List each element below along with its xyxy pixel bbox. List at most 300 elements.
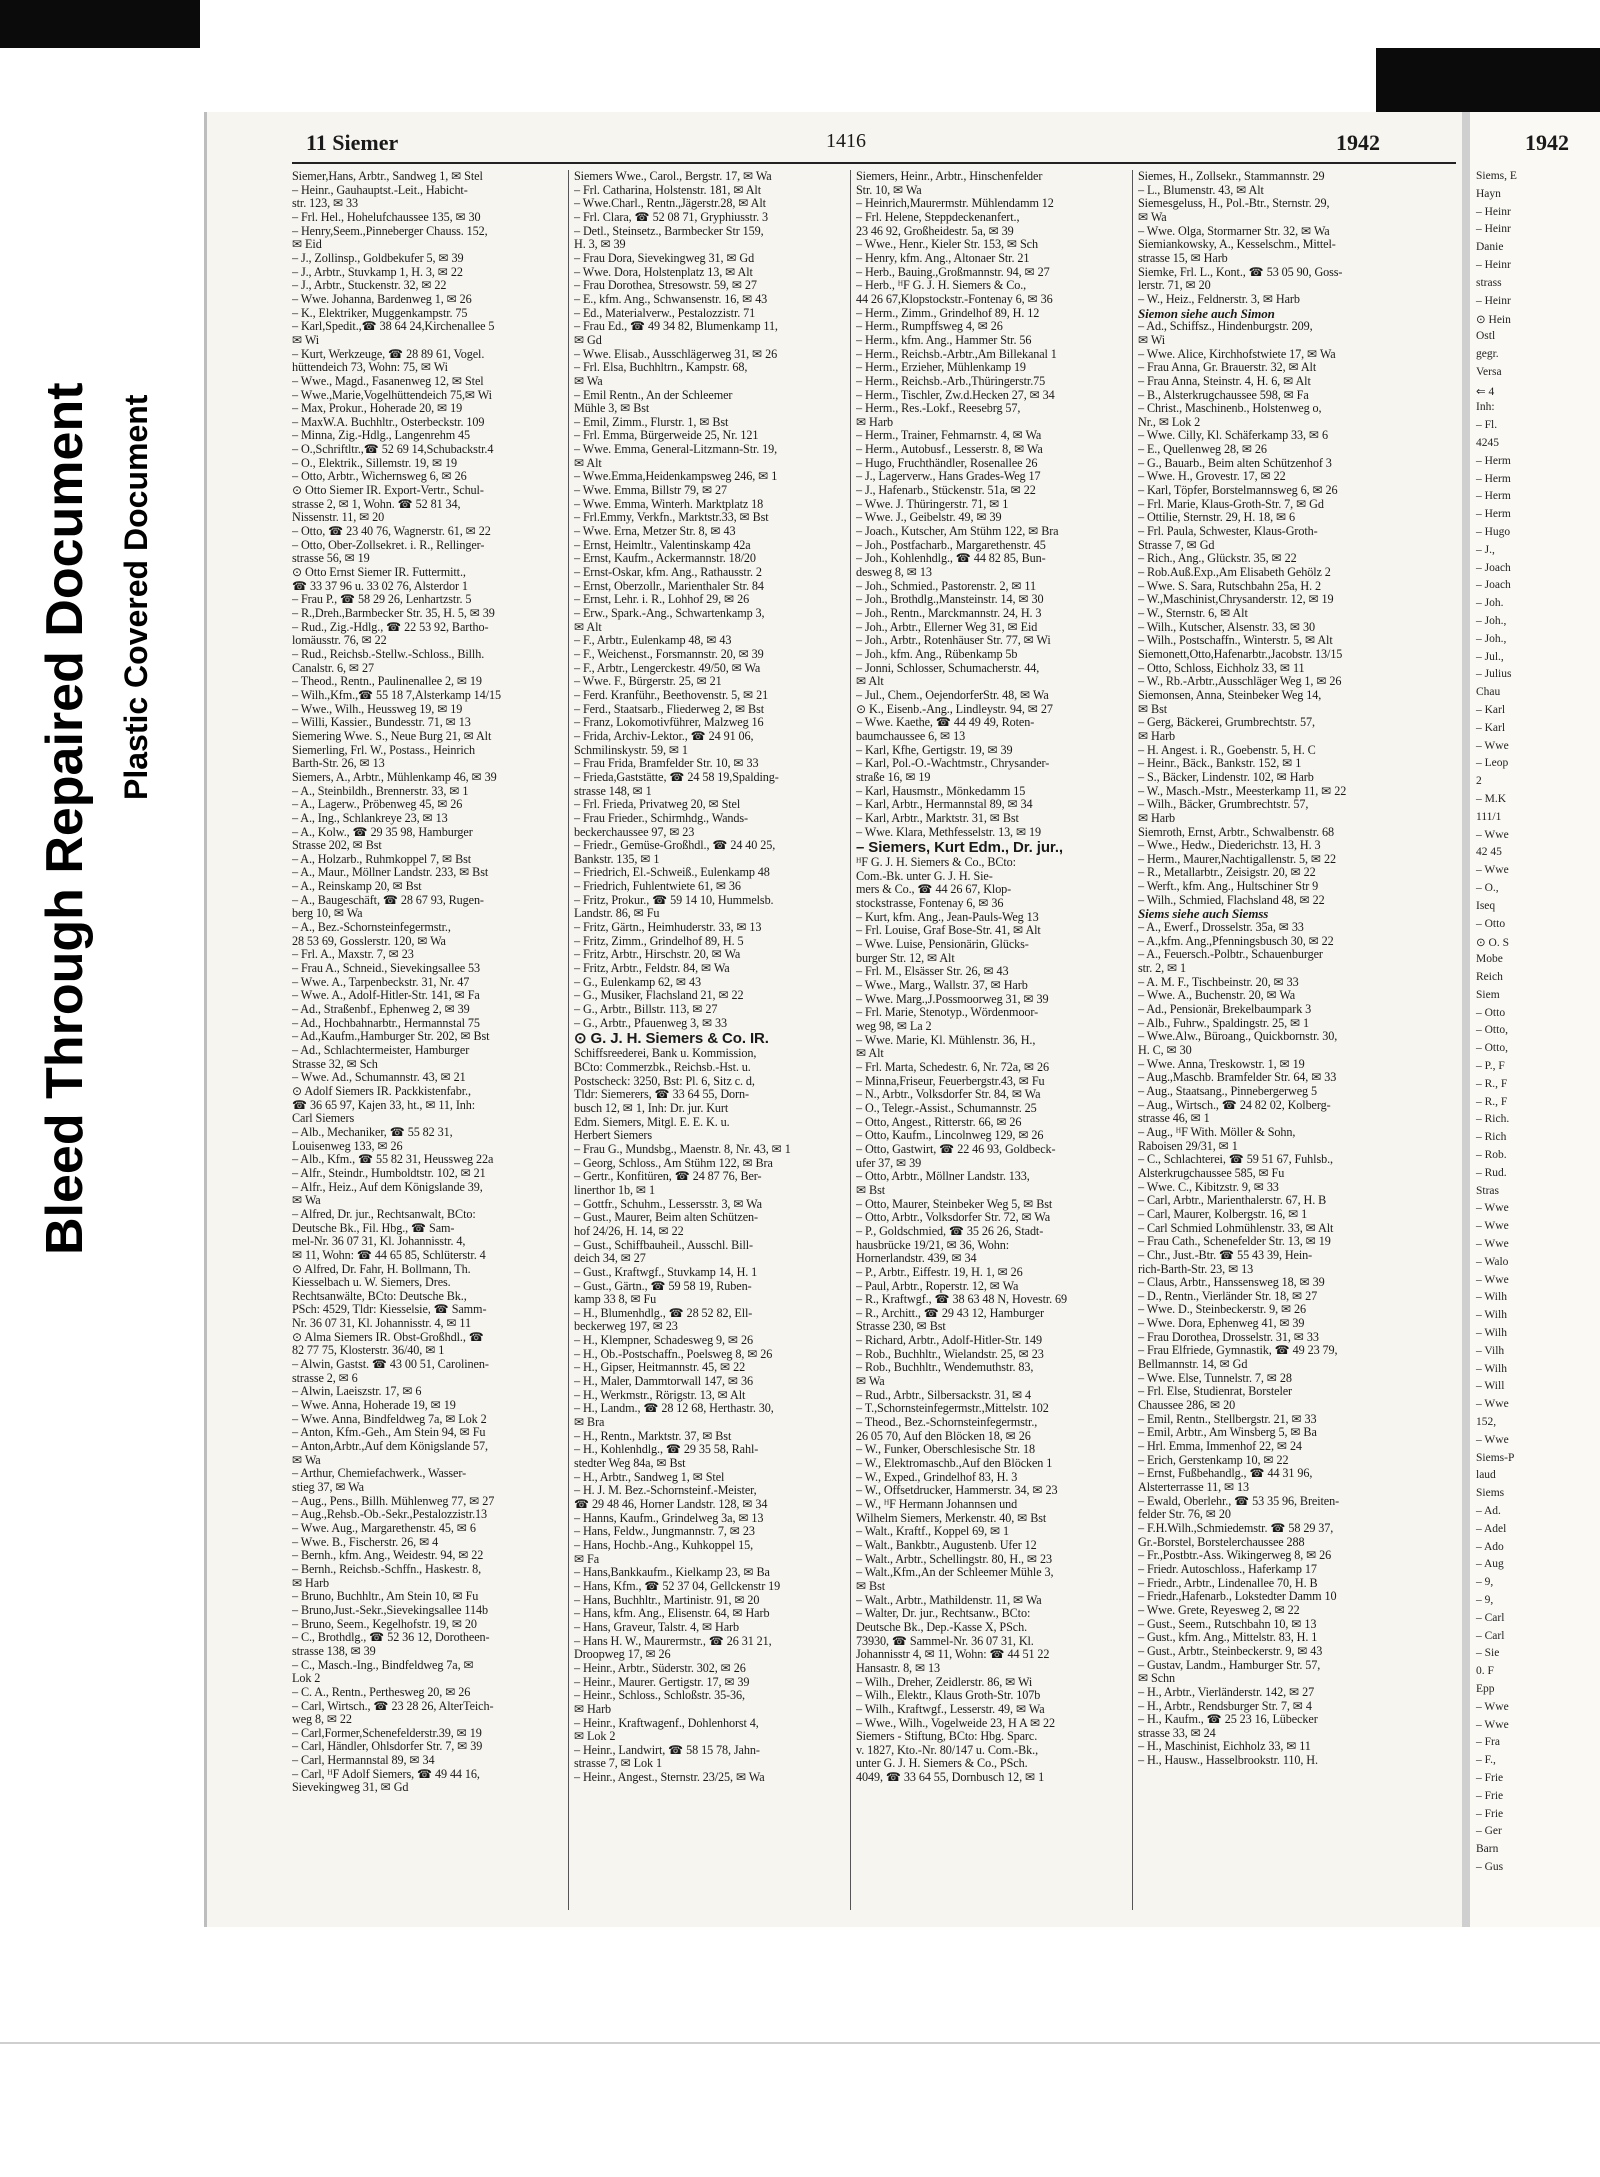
directory-entry: – Friedr. Autoschloss., Haferkamp 17 bbox=[1138, 1562, 1317, 1576]
directory-entry: strasse 56, ✉ 19 bbox=[292, 552, 370, 566]
directory-entry: berg 10, ✉ Wa bbox=[292, 907, 363, 921]
directory-entry: – Siemers, Kurt Edm., Dr. jur., bbox=[856, 839, 1063, 857]
directory-entry: – Wwe. F., Bürgerstr. 25, ✉ 21 bbox=[574, 675, 722, 689]
directory-entry: – H., Kohlenhdlg., ☎ 29 35 58, Rahl- bbox=[574, 1443, 759, 1457]
directory-entry: – A., Feuersch.-Polbtr., Schauenburger bbox=[1138, 948, 1323, 962]
directory-entry: – Wwe. J., Geibelstr. 49, ✉ 39 bbox=[856, 511, 1002, 525]
directory-entry: stockstrasse, Fontenay 6, ✉ 36 bbox=[856, 897, 1004, 911]
directory-entry: – Gertr., Konfitüren, ☎ 24 87 76, Ber- bbox=[574, 1170, 762, 1184]
adjacent-page-line: – Aug bbox=[1476, 1558, 1504, 1571]
adjacent-page-line: – Ado bbox=[1476, 1540, 1504, 1553]
adjacent-page-line: – F., bbox=[1476, 1754, 1496, 1767]
adjacent-page-line: gegr. bbox=[1476, 348, 1499, 360]
directory-entry: – Wwe. Aug., Margarethenstr. 45, ✉ 6 bbox=[292, 1521, 476, 1535]
directory-entry: – Richard, Arbtr., Adolf-Hitler-Str. 149 bbox=[856, 1334, 1042, 1348]
directory-entry: Canalstr. 6, ✉ 27 bbox=[292, 661, 374, 675]
directory-entry: – Hans, Graveur, Talstr. 4, ✉ Harb bbox=[574, 1620, 739, 1634]
directory-entry: lomäusstr. 76, ✉ 22 bbox=[292, 634, 387, 648]
adjacent-page-line: – Karl bbox=[1476, 704, 1506, 716]
directory-entry: – W., Funker, Oberschlesische Str. 18 bbox=[856, 1443, 1035, 1457]
directory-entry: – Aug.,Maschb. Bramfelder Str. 64, ✉ 33 bbox=[1138, 1071, 1337, 1085]
directory-entry: – Karl, Töpfer, Borstelmannsweg 6, ✉ 26 bbox=[1138, 484, 1338, 498]
directory-entry: – Frl. A., Maxstr. 7, ✉ 23 bbox=[292, 948, 414, 962]
adjacent-page-line: – Ad. bbox=[1476, 1505, 1501, 1517]
adjacent-page-line: – Rich bbox=[1476, 1131, 1507, 1144]
directory-entry: ✉ Wa bbox=[856, 1375, 885, 1389]
directory-entry: – Otto, ☎ 23 40 76, Wagnerstr. 61, ✉ 22 bbox=[292, 525, 491, 539]
adjacent-page-line: – Wwe bbox=[1476, 1718, 1509, 1731]
directory-entry: ✉ 11, Wohn: ☎ 44 65 85, Schlüterstr. 4 bbox=[292, 1248, 486, 1262]
directory-entry: – Wwe. Johanna, Bardenweg 1, ✉ 26 bbox=[292, 292, 472, 306]
directory-entry: – Wwe. H., Grovestr. 17, ✉ 22 bbox=[1138, 470, 1286, 484]
directory-entry: – Alb., Kfm., ☎ 55 82 31, Heussweg 22a bbox=[292, 1153, 494, 1167]
adjacent-page-line: – Otto bbox=[1476, 917, 1506, 930]
directory-entry: – Hans, Buchhltr., Martinistr. 91, ✉ 20 bbox=[574, 1593, 760, 1607]
directory-entry: straße 16, ✉ 19 bbox=[856, 770, 931, 784]
directory-entry: Postscheck: 3250, Bst: Pl. 6, Sitz c. d, bbox=[574, 1074, 755, 1088]
adjacent-page-line: Barn bbox=[1476, 1843, 1499, 1856]
directory-entry: – Otto, Angest., Ritterstr. 66, ✉ 26 bbox=[856, 1115, 1022, 1129]
adjacent-page-strip bbox=[1470, 112, 1600, 1927]
directory-entry: ✉ Fa bbox=[574, 1552, 600, 1566]
directory-entry: – Hans, Kfm., ☎ 52 37 04, Gellckenstr 19 bbox=[574, 1579, 781, 1593]
directory-entry: – Wwe. Emma, Winterh. Marktplatz 18 bbox=[574, 497, 764, 511]
directory-entry: ✉ Eid bbox=[292, 238, 322, 252]
directory-entry: – Herb., Bauing.,Großmannstr. 94, ✉ 27 bbox=[856, 265, 1050, 279]
directory-entry: – Fritz, Prokur., ☎ 59 14 10, Hummelsb. bbox=[574, 893, 774, 907]
directory-entry: – R., Kraftwgf., ☎ 38 63 48 N, Hovestr. 69 bbox=[856, 1293, 1068, 1307]
directory-entry: – Wwe., Marg., Wallstr. 37, ✉ Harb bbox=[856, 979, 1028, 993]
directory-entry: – Rich., Ang., Glückstr. 35, ✉ 22 bbox=[1138, 552, 1297, 566]
directory-entry: – Wwe. Marg.,J.Possmoorweg 31, ✉ 39 bbox=[856, 992, 1049, 1006]
adjacent-page-line: – Karl bbox=[1476, 721, 1506, 734]
directory-entry: ⊙ Alma Siemers IR. Obst-Großhdl., ☎ bbox=[292, 1330, 484, 1344]
directory-entry: ⊙ Otto Siemer IR. Export-Vertr., Schul- bbox=[292, 484, 484, 498]
directory-entry: – Carl, Wirtsch., ☎ 23 28 26, AlterTeich- bbox=[292, 1699, 494, 1713]
directory-entry: – Wwe. A., Adolf-Hitler-Str. 141, ✉ Fa bbox=[292, 989, 480, 1003]
directory-entry: – Emil, Rentn., Stellbergstr. 21, ✉ 33 bbox=[1138, 1412, 1317, 1426]
directory-entry: – Franz, Lokomotivführer, Malzweg 16 bbox=[574, 716, 764, 730]
directory-entry: – Wwe.,Marie,Vogelhüttendeich 75,✉ Wi bbox=[292, 388, 492, 402]
directory-entry: – H., Maschinist, Eichholz 33, ✉ 11 bbox=[1138, 1740, 1311, 1754]
directory-entry: – Ad., Schiffsz., Hindenburgstr. 209, bbox=[1138, 320, 1313, 334]
directory-entry: – Joach., Kutscher, Am Stühm 122, ✉ Bra bbox=[856, 525, 1059, 539]
adjacent-page-line: 0. F bbox=[1476, 1665, 1494, 1678]
directory-entry: – Frl.Emmy, Verkfn., Marktstr.33, ✉ Bst bbox=[574, 511, 769, 525]
adjacent-page-line: – Wilh bbox=[1476, 1291, 1507, 1304]
adjacent-page-line: – Carl bbox=[1476, 1611, 1505, 1624]
directory-entry: – Ewald, Oberlehr., ☎ 53 35 96, Breiten- bbox=[1138, 1494, 1340, 1508]
directory-entry: ☎ 36 65 97, Kajen 33, ht., ✉ 11, Inh: bbox=[292, 1098, 476, 1112]
adjacent-page-line: – Otto bbox=[1476, 1006, 1506, 1019]
directory-entry: mel-Nr. 36 07 31, Kl. Johannisstr. 4, bbox=[292, 1235, 466, 1249]
directory-entry: – H., Rentn., Marktstr. 37, ✉ Bst bbox=[574, 1429, 732, 1443]
directory-entry: – H., Klempner, Schadesweg 9, ✉ 26 bbox=[574, 1334, 753, 1348]
directory-entry: – Gerg, Bäckerei, Grumbrechtstr. 57, bbox=[1138, 716, 1315, 730]
adjacent-page-line: – R., F bbox=[1476, 1095, 1508, 1108]
directory-entry: – Frl. Louise, Graf Bose-Str. 41, ✉ Alt bbox=[856, 924, 1041, 938]
directory-entry: – P., Goldschmied, ☎ 35 26 26, Stadt- bbox=[856, 1224, 1044, 1238]
directory-entry: ⊙ G. J. H. Siemers & Co. IR. bbox=[574, 1030, 769, 1048]
directory-entry: – Wwe. Anna, Hoherade 19, ✉ 19 bbox=[292, 1399, 456, 1413]
directory-entry: – Joh., kfm. Ang., Rübenkamp 5b bbox=[856, 647, 1018, 661]
directory-entry: – W., ᴴF Hermann Johannsen und bbox=[856, 1498, 1018, 1511]
directory-entry: – A., Ewerf., Drosselstr. 35a, ✉ 33 bbox=[1138, 921, 1304, 935]
directory-entry: – Wwe. Anna, Bindfeldweg 7a, ✉ Lok 2 bbox=[292, 1412, 487, 1426]
directory-entry: Rechtsanwälte, BCto: Deutsche Bk., bbox=[292, 1289, 467, 1303]
directory-entry: – Aug., ᴴF With. Möller & Sohn, bbox=[1138, 1125, 1296, 1139]
directory-entry: – Frl. Paula, Schwester, Klaus-Groth- bbox=[1138, 525, 1318, 539]
directory-entry: – Wwe. Emma, General-Litzmann-Str. 19, bbox=[574, 443, 778, 457]
adjacent-page-line: – Joh. bbox=[1476, 597, 1504, 610]
directory-entry: Deutsche Bk., Fil. Hbg., ☎ Sam- bbox=[292, 1221, 455, 1235]
column-divider bbox=[850, 170, 851, 1910]
directory-entry: ✉ Schn bbox=[1138, 1672, 1176, 1686]
directory-entry: – Joh., Brothdlg.,Mansteinstr. 14, ✉ 30 bbox=[856, 593, 1044, 607]
directory-entry: – Herm., Maurer,Nachtigallenstr. 5, ✉ 22 bbox=[1138, 852, 1336, 866]
directory-entry: – J., Arbtr., Stuvkamp 1, H. 3, ✉ 22 bbox=[292, 265, 463, 279]
directory-entry: – Joh., Postfacharb., Margarethenstr. 45 bbox=[856, 538, 1046, 552]
directory-entry: – Wwe., Magd., Fasanenweg 12, ✉ Stel bbox=[292, 374, 484, 388]
directory-entry: ✉ Harb bbox=[1138, 811, 1176, 825]
directory-entry: – Ernst-Oskar, kfm. Ang., Rathausstr. 2 bbox=[574, 566, 762, 580]
directory-entry: – Heinr., Landwirt, ☎ 58 15 78, Jahn- bbox=[574, 1743, 760, 1757]
directory-entry: – Henry,Seem.,Pinneberger Chauss. 152, bbox=[292, 224, 488, 238]
page-gutter bbox=[1462, 112, 1470, 1927]
directory-entry: lerstr. 71, ✉ 20 bbox=[1138, 279, 1211, 293]
directory-page bbox=[206, 112, 1462, 1927]
directory-entry: Gr.-Borstel, Borstelerchaussee 288 bbox=[1138, 1535, 1305, 1549]
directory-entry: – Frau P., ☎ 58 29 26, Lenhartzstr. 5 bbox=[292, 593, 472, 607]
adjacent-page-line: – Otto, bbox=[1476, 1042, 1508, 1055]
directory-entry: Chaussee 286, ✉ 20 bbox=[1138, 1399, 1236, 1413]
directory-entry: – Emil, Zimm., Flurstr. 1, ✉ Bst bbox=[574, 415, 729, 429]
directory-entry: – Ottilie, Sternstr. 29, H. 18, ✉ 6 bbox=[1138, 511, 1296, 525]
directory-entry: Nissenstr. 11, ✉ 20 bbox=[292, 511, 385, 525]
directory-entry: – Chr., Just.-Btr. ☎ 55 43 39, Hein- bbox=[1138, 1248, 1313, 1262]
directory-entry: – H., Gipser, Heitmannstr. 45, ✉ 22 bbox=[574, 1361, 746, 1375]
directory-entry: – H., Arbtr., Rendsburger Str. 7, ✉ 4 bbox=[1138, 1699, 1312, 1713]
directory-entry: – Wwe. D., Steinbeckerstr. 9, ✉ 26 bbox=[1138, 1303, 1307, 1317]
adjacent-page-line: – 9, bbox=[1476, 1594, 1494, 1606]
directory-entry: – W., Elektromaschb.,Auf den Blöcken 1 bbox=[856, 1457, 1053, 1471]
directory-entry: stedter Weg 84a, ✉ Bst bbox=[574, 1457, 686, 1471]
directory-entry: ⊙ Adolf Siemers IR. Packkistenfabr., bbox=[292, 1084, 471, 1098]
column-divider bbox=[568, 170, 569, 1910]
directory-entry: – Herm., Autobusf., Lesserstr. 8, ✉ Wa bbox=[856, 443, 1043, 457]
directory-entry: – A. M. F., Tischbeinstr. 20, ✉ 33 bbox=[1138, 975, 1299, 989]
directory-entry: – Ernst, Heimltr., Valentinskamp 42a bbox=[574, 538, 751, 552]
directory-entry: – Minna,Friseur, Feuerbergstr.43, ✉ Fu bbox=[856, 1074, 1045, 1088]
directory-entry: strasse 138, ✉ 39 bbox=[292, 1644, 376, 1658]
directory-entry: – J., Arbtr., Stuckenstr. 32, ✉ 22 bbox=[292, 279, 447, 293]
adjacent-page-line: – Wwe bbox=[1476, 864, 1509, 877]
directory-entry: – Wwe. S. Sara, Rutschbahn 25a, H. 2 bbox=[1138, 579, 1322, 593]
adjacent-page-line: – Will bbox=[1476, 1380, 1505, 1393]
directory-entry: – Otto, Ober-Zollsekret. i. R., Rellinger- bbox=[292, 538, 485, 552]
directory-entry: – Gottfr., Schuhm., Lessersstr. 3, ✉ Wa bbox=[574, 1197, 762, 1211]
directory-entry: Strasse 32, ✉ Sch bbox=[292, 1057, 378, 1071]
directory-entry: Siemerling, Frl. W., Postass., Heinrich bbox=[292, 743, 475, 757]
adjacent-page-line: 111/1 bbox=[1476, 810, 1502, 823]
adjacent-page-line: – R., F bbox=[1476, 1077, 1508, 1090]
adjacent-page-line: – Otto, bbox=[1476, 1024, 1508, 1037]
directory-entry: hüttendeich 73, Wohn: 75, ✉ Wi bbox=[292, 361, 448, 375]
directory-entry: – Frau Frida, Bramfelder Str. 10, ✉ 33 bbox=[574, 757, 759, 771]
directory-entry: ✉ Alt bbox=[574, 456, 602, 470]
directory-entry: ✉ Harb bbox=[856, 415, 894, 429]
directory-entry: – Wwe. Dora, Holstenplatz 13, ✉ Alt bbox=[574, 265, 753, 279]
directory-entry: – Carl, Maurer, Kolbergstr. 16, ✉ 1 bbox=[1138, 1207, 1308, 1221]
directory-entry: – E., kfm. Ang., Schwansenstr. 16, ✉ 43 bbox=[574, 292, 768, 306]
adjacent-page-line: Danie bbox=[1476, 241, 1504, 254]
directory-entry: hof 24/26, H. 14, ✉ 22 bbox=[574, 1224, 684, 1238]
directory-entry: ✉ Wa bbox=[1138, 210, 1167, 224]
directory-entry: ✉ Alt bbox=[574, 620, 602, 634]
adjacent-page-line: Epp bbox=[1476, 1683, 1495, 1695]
directory-entry: – Wwe. Emma, Billstr 79, ✉ 27 bbox=[574, 484, 727, 498]
directory-entry: Droopweg 17, ✉ 26 bbox=[574, 1648, 671, 1662]
directory-entry: 23 46 92, Großheidestr. 5a, ✉ 39 bbox=[856, 224, 1014, 238]
adjacent-page-line: – Joach bbox=[1476, 579, 1511, 592]
directory-entry: – K., Elektriker, Muggenkampstr. 75 bbox=[292, 306, 468, 320]
directory-entry: ⊙ Otto Ernst Siemer IR. Futtermitt., bbox=[292, 566, 466, 580]
directory-entry: – Walt., Arbtr., Mathildenstr. 11, ✉ Wa bbox=[856, 1593, 1042, 1607]
directory-entry: – J., Zollinsp., Goldbekufer 5, ✉ 39 bbox=[292, 251, 464, 265]
adjacent-page-line: – Wwe bbox=[1476, 1220, 1509, 1233]
directory-entry: ✉ Wi bbox=[292, 333, 320, 347]
directory-entry: – A., Ing., Schlankreye 23, ✉ 13 bbox=[292, 811, 448, 825]
directory-entry: – Frau Dorothea, Stresowstr. 59, ✉ 27 bbox=[574, 279, 757, 293]
directory-entry: – Karl, Kfhe, Gertigstr. 19, ✉ 39 bbox=[856, 743, 1013, 757]
directory-entry: – Frau Frieder., Schirmhdg., Wands- bbox=[574, 811, 749, 825]
directory-entry: – Wilh., Elektr., Klaus Groth-Str. 107b bbox=[856, 1689, 1041, 1703]
directory-entry: – Wwe. Alice, Kirchhofstwiete 17, ✉ Wa bbox=[1138, 347, 1336, 361]
directory-entry: – Karl, Pol.-O.-Wachtmstr., Chrysander- bbox=[856, 757, 1050, 771]
directory-entry: – Fritz, Arbtr., Hirschstr. 20, ✉ Wa bbox=[574, 948, 741, 962]
directory-entry: Mühle 3, ✉ Bst bbox=[574, 402, 650, 416]
directory-entry: Siemonsen, Anna, Steinbeker Weg 14, bbox=[1138, 688, 1322, 702]
directory-entry: Alsterterrasse 11, ✉ 13 bbox=[1138, 1481, 1250, 1494]
directory-entry: – Wwe. Else, Tunnelstr. 7, ✉ 28 bbox=[1138, 1371, 1292, 1385]
directory-entry: – Claus, Arbtr., Hanssensweg 18, ✉ 39 bbox=[1138, 1276, 1325, 1290]
directory-entry: – Wwe. Klara, Methfesselstr. 13, ✉ 19 bbox=[856, 825, 1041, 839]
directory-entry: – Walt., Bankbtr., Augustenb. Ufer 12 bbox=[856, 1538, 1037, 1552]
directory-entry: – Frl. Helene, Steppdeckenanfert., bbox=[856, 210, 1020, 224]
directory-entry: ✉ Wi bbox=[1138, 333, 1166, 347]
column-divider bbox=[1132, 170, 1133, 1910]
directory-entry: – Friedr., Gemüse-Großhdl., ☎ 24 40 25, bbox=[574, 839, 776, 853]
adjacent-page-line: – P., F bbox=[1476, 1060, 1505, 1072]
directory-entry: Schmilinskystr. 59, ✉ 1 bbox=[574, 743, 688, 757]
directory-entry: – Wwe. Grete, Reyesweg 2, ✉ 22 bbox=[1138, 1603, 1300, 1617]
directory-entry: strasse 46, ✉ 1 bbox=[1138, 1112, 1210, 1126]
directory-entry: – Wwe. A., Tarpenbeckstr. 31, Nr. 47 bbox=[292, 975, 470, 989]
directory-entry: – Frau G., Mundsbg., Maenstr. 8, Nr. 43, ✉ 1 bbox=[574, 1142, 791, 1156]
page-number: 1416 bbox=[826, 130, 866, 152]
directory-entry: 73930, ☎ Sammel-Nr. 36 07 31, Kl. bbox=[856, 1634, 1034, 1648]
directory-entry: – E., Quellenweg 28, ✉ 26 bbox=[1138, 443, 1267, 457]
directory-entry: – Herm., kfm. Ang., Hammer Str. 56 bbox=[856, 333, 1032, 347]
directory-entry: – Bruno, Buchhltr., Am Stein 10, ✉ Fu bbox=[292, 1590, 479, 1604]
directory-entry: – Gust., Schiffbauheil., Ausschl. Bill- bbox=[574, 1238, 754, 1252]
directory-entry: – Alwin, Laeiszstr. 17, ✉ 6 bbox=[292, 1385, 422, 1399]
directory-entry: ✉ Bst bbox=[856, 1183, 886, 1197]
directory-entry: H. C, ✉ 30 bbox=[1138, 1044, 1192, 1057]
directory-entry: – Hans, kfm. Ang., Elisenstr. 64, ✉ Harb bbox=[574, 1607, 770, 1621]
directory-entry: – Joh., Rentn., Marckmannstr. 24, H. 3 bbox=[856, 607, 1042, 620]
adjacent-page-line: – Carl bbox=[1476, 1629, 1505, 1642]
directory-entry: – Friedr., Arbtr., Lindenallee 70, H. B bbox=[1138, 1576, 1318, 1590]
directory-entry: – Ernst, Lehr. i. R., Lohhof 29, ✉ 26 bbox=[574, 593, 750, 607]
directory-entry: – Frau Anna, Gr. Brauerstr. 32, ✉ Alt bbox=[1138, 361, 1317, 375]
directory-entry: – Gust., Seem., Rutschbahn 10, ✉ 13 bbox=[1138, 1617, 1317, 1631]
directory-entry: – Joh., Kohlenhdlg., ☎ 44 82 85, Bun- bbox=[856, 552, 1046, 566]
directory-entry: – Alfred, Dr. jur., Rechtsanwalt, BCto: bbox=[292, 1207, 476, 1221]
directory-entry: – Erich, Gerstenkamp 10, ✉ 22 bbox=[1138, 1453, 1289, 1467]
directory-entry: – J., Lagerverw., Hans Grades-Weg 17 bbox=[856, 470, 1041, 484]
adjacent-page-line: – Frie bbox=[1476, 1772, 1504, 1784]
adjacent-page-line: Hayn bbox=[1476, 187, 1501, 200]
adjacent-page-line: – Ger bbox=[1476, 1825, 1502, 1838]
directory-entry: ✉ Bst bbox=[1138, 702, 1168, 716]
directory-entry: – Wwe.Alw., Büroang., Quickbornstr. 30, bbox=[1138, 1030, 1338, 1044]
directory-entry: – Rob., Buchhltr., Wendemuthstr. 83, bbox=[856, 1361, 1034, 1375]
directory-entry: – W., Heiz., Feldnerstr. 3, ✉ Harb bbox=[1138, 292, 1300, 306]
directory-entry: – Walter, Dr. jur., Rechtsanw., BCto: bbox=[856, 1607, 1031, 1621]
directory-entry: – F.H.Wilh.,Schmiedemstr. ☎ 58 29 37, bbox=[1138, 1521, 1334, 1535]
directory-entry: ✉ Alt bbox=[856, 675, 884, 689]
directory-entry: – Bruno, Seem., Kegelhofstr. 19, ✉ 20 bbox=[292, 1617, 477, 1631]
adjacent-page-line: Reich bbox=[1476, 971, 1503, 983]
directory-entry: – F., Arbtr., Eulenkamp 48, ✉ 43 bbox=[574, 634, 732, 648]
directory-entry: – A., Reinskamp 20, ✉ Bst bbox=[292, 880, 422, 894]
directory-entry: – Wilh., Kraftwgf., Lesserstr. 49, ✉ Wa bbox=[856, 1702, 1045, 1716]
directory-entry: Siems siehe auch Siemss bbox=[1138, 907, 1269, 922]
directory-entry: – Wwe. Dora, Ephenweg 41, ✉ 39 bbox=[1138, 1317, 1305, 1331]
directory-entry: – H., Maler, Dammtorwall 147, ✉ 36 bbox=[574, 1375, 753, 1389]
adjacent-page-line: – Julius bbox=[1476, 668, 1512, 681]
directory-entry: – F., Weichenst., Forsmannstr. 20, ✉ 39 bbox=[574, 647, 764, 661]
directory-entry: Nr., ✉ Lok 2 bbox=[1138, 415, 1201, 429]
directory-entry: strasse 148, ✉ 1 bbox=[574, 784, 652, 798]
directory-entry: ✉ Gd bbox=[574, 333, 602, 347]
adjacent-page-line: – 9, bbox=[1476, 1576, 1494, 1589]
directory-entry: – Carl,Former,Schenefelderstr.39, ✉ 19 bbox=[292, 1726, 482, 1740]
directory-entry: – Wwe.Charl., Rentn.,Jägerstr.28, ✉ Alt bbox=[574, 197, 766, 211]
directory-entry: – Frau A., Schneid., Sievekingsallee 53 bbox=[292, 962, 481, 976]
directory-entry: – Ernst, Kaufm., Ackermannstr. 18/20 bbox=[574, 552, 756, 566]
directory-entry: – Wwe.Emma,Heidenkampsweg 246, ✉ 1 bbox=[574, 470, 778, 484]
directory-entry: – Hans,Bankkaufm., Kielkamp 23, ✉ Ba bbox=[574, 1566, 770, 1580]
directory-entry: – Joh., Arbtr., Ellerner Weg 31, ✉ Eid bbox=[856, 620, 1038, 634]
adjacent-page-line: – Hugo bbox=[1476, 526, 1511, 538]
directory-entry: – Carl, ᴴF Adolf Siemers, ☎ 49 44 16, bbox=[292, 1767, 480, 1781]
directory-entry: – Wwe. Luise, Pensionärin, Glücks- bbox=[856, 938, 1029, 952]
directory-entry: – Fr.,Postbtr.-Ass. Wikingerweg 8, ✉ 26 bbox=[1138, 1549, 1332, 1563]
adjacent-page-line: – Gus bbox=[1476, 1861, 1504, 1873]
directory-entry: – A., Kolw., ☎ 29 35 98, Hamburger bbox=[292, 825, 473, 839]
directory-entry: ✉ Bst bbox=[856, 1579, 886, 1593]
directory-entry: – R.,Dreh.,Barmbecker Str. 35, H. 5, ✉ 39 bbox=[292, 607, 495, 620]
directory-entry: – Emil, Arbtr., Am Winsberg 5, ✉ Ba bbox=[1138, 1426, 1317, 1440]
directory-entry: – Wilh., Bäcker, Grumbrechtstr. 57, bbox=[1138, 798, 1309, 812]
directory-entry: burger Str. 12, ✉ Alt bbox=[856, 951, 955, 965]
directory-entry: Com.-Bk. unter G. J. H. Sie- bbox=[856, 869, 993, 883]
directory-entry: – Kurt, Werkzeuge, ☎ 28 89 61, Vogel. bbox=[292, 347, 485, 361]
directory-entry: ✉ Harb bbox=[1138, 729, 1176, 743]
directory-entry: – Wilh., Postschaffn., Winterstr. 5, ✉ Alt bbox=[1138, 634, 1333, 648]
directory-entry: ✉ Bra bbox=[574, 1416, 605, 1430]
directory-entry: – Heinrich,Maurermstr. Mühlendamm 12 bbox=[856, 197, 1054, 211]
directory-entry: – Frl. Marta, Schedestr. 6, Nr. 72a, ✉ 26 bbox=[856, 1061, 1049, 1074]
directory-entry: – Fritz, Zimm., Grindelhof 89, H. 5 bbox=[574, 934, 744, 948]
directory-entry: Nr. 36 07 31, Kl. Johannisstr. 4, ✉ 11 bbox=[292, 1317, 471, 1331]
directory-entry: – A., Maur., Möllner Landstr. 233, ✉ Bst bbox=[292, 866, 489, 880]
directory-entry: – G., Bauarb., Beim alten Schützenhof 3 bbox=[1138, 456, 1332, 470]
adjacent-page-line: – J., bbox=[1476, 543, 1495, 556]
directory-entry: PSch: 4529, Tldr: Kiesselsie, ☎ Samm- bbox=[292, 1303, 487, 1317]
directory-entry: kamp 33 8, ✉ Fu bbox=[574, 1293, 657, 1307]
adjacent-page-line: – Heinr bbox=[1476, 294, 1511, 307]
adjacent-page-line: – Adel bbox=[1476, 1522, 1507, 1535]
plastic-covered-label: Plastic Covered Document bbox=[118, 394, 154, 800]
directory-entry: – Walt., Arbtr., Schellingstr. 80, H., ✉ 23 bbox=[856, 1552, 1052, 1566]
adjacent-page-line: – Wwe bbox=[1476, 828, 1509, 841]
directory-entry: – Frl. Else, Studienrat, Borsteler bbox=[1138, 1385, 1292, 1399]
adjacent-page-line: – Wwe bbox=[1476, 1202, 1509, 1215]
directory-entry: – A., Holzarb., Ruhmkoppel 7, ✉ Bst bbox=[292, 852, 472, 866]
directory-entry: – Ernst, Fußbehandlg., ☎ 44 31 96, bbox=[1138, 1467, 1313, 1481]
directory-entry: – R., Architt., ☎ 29 43 12, Hamburger bbox=[856, 1306, 1044, 1320]
directory-entry: – G., Eulenkamp 62, ✉ 43 bbox=[574, 975, 701, 989]
directory-entry: H. 3, ✉ 39 bbox=[574, 238, 626, 252]
directory-entry: – Wwe. J. Thüringerstr. 71, ✉ 1 bbox=[856, 497, 1009, 511]
directory-entry: Siemers, Heinr., Arbtr., Hinschenfelder bbox=[856, 170, 1043, 183]
directory-entry: ᴴF G. J. H. Siemers & Co., BCto: bbox=[856, 856, 1016, 870]
adjacent-page-number: 1942 bbox=[1525, 130, 1569, 155]
directory-entry: – Hans, Feldw., Jungmannstr. 7, ✉ 23 bbox=[574, 1525, 755, 1539]
adjacent-page-line: – Herm bbox=[1476, 508, 1511, 521]
directory-entry: – W., Exped., Grindelhof 83, H. 3 bbox=[856, 1470, 1018, 1484]
directory-entry: ✉ Wa bbox=[292, 1453, 321, 1467]
directory-entry: – W., Masch.-Mstr., Meesterkamp 11, ✉ 22 bbox=[1138, 784, 1347, 798]
directory-entry: strasse 2, ✉ 6 bbox=[292, 1371, 358, 1385]
directory-entry: Siemers, A., Arbtr., Mühlenkamp 46, ✉ 39 bbox=[292, 770, 497, 784]
directory-entry: Johannisstr 4, ✉ 11, Wohn: ☎ 44 51 22 bbox=[856, 1648, 1050, 1662]
directory-entry: strasse 2, ✉ 1, Wohn. ☎ 52 81 34, bbox=[292, 497, 461, 511]
directory-entry: – W.,Maschinist,Chrysanderstr. 12, ✉ 19 bbox=[1138, 593, 1334, 607]
directory-entry: linerthor 1b, ✉ 1 bbox=[574, 1183, 655, 1197]
directory-entry: – W., Sternstr. 6, ✉ Alt bbox=[1138, 607, 1248, 620]
directory-entry: – T.,Schornsteinfegermstr.,Mittelstr. 102 bbox=[856, 1402, 1049, 1416]
adjacent-page-line: – Wwe bbox=[1476, 1238, 1509, 1250]
directory-entry: – Emil Rentn., An der Schleemer bbox=[574, 388, 733, 402]
directory-entry: – Carl, Arbtr., Marienthalerstr. 67, H. B bbox=[1138, 1194, 1327, 1208]
directory-entry: – F., Arbtr., Lengerckestr. 49/50, ✉ Wa bbox=[574, 661, 761, 675]
directory-entry: Hornerlandstr. 439, ✉ 34 bbox=[856, 1252, 977, 1266]
header-rule bbox=[292, 162, 1456, 164]
directory-entry: – Fritz, Gärtn., Heimhuderstr. 33, ✉ 13 bbox=[574, 921, 762, 935]
directory-entry: 44 26 67,Klopstockstr.-Fontenay 6, ✉ 36 bbox=[856, 292, 1053, 306]
page-year: 1942 bbox=[1336, 130, 1380, 155]
scan-edge-block-right bbox=[1376, 48, 1600, 112]
directory-entry: – Hrl. Emma, Immenhof 22, ✉ 24 bbox=[1138, 1440, 1302, 1454]
directory-entry: Barth-Str. 26, ✉ 13 bbox=[292, 757, 385, 771]
adjacent-page-line: – Joh., bbox=[1476, 632, 1507, 645]
directory-entry: Lok 2 bbox=[292, 1672, 321, 1686]
directory-entry: Raboisen 29/31, ✉ 1 bbox=[1138, 1139, 1238, 1153]
